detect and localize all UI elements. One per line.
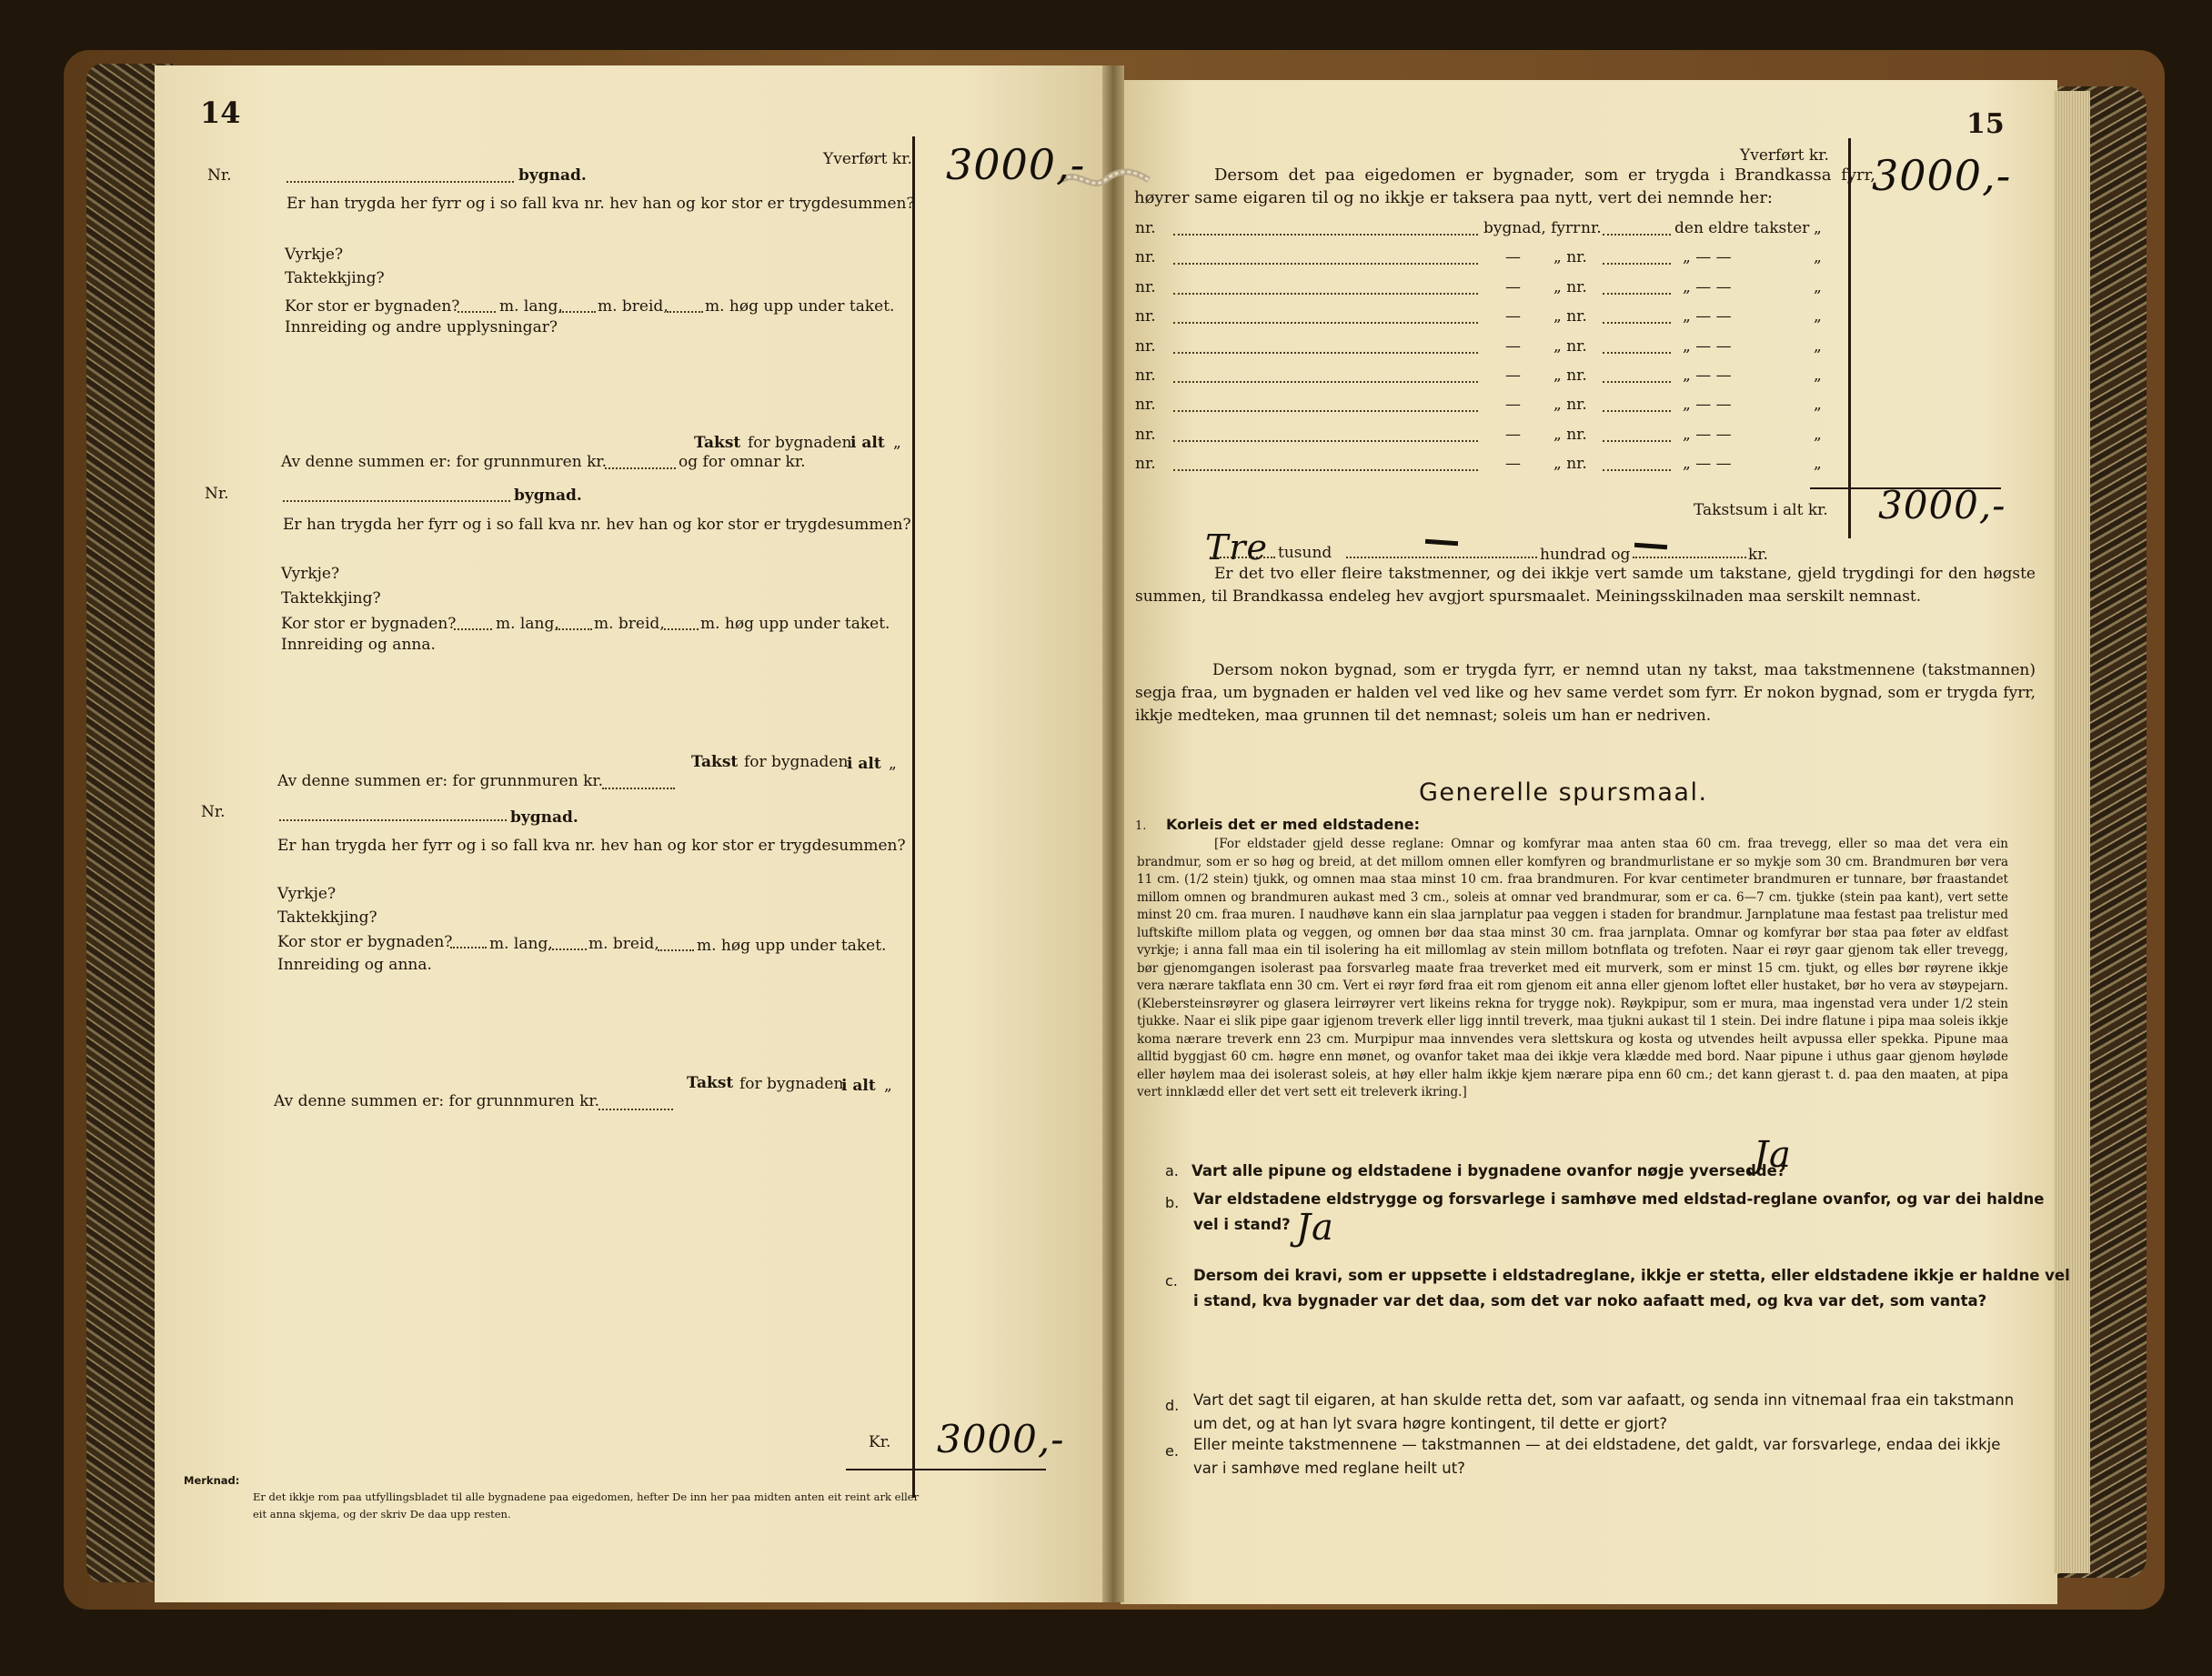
row-eldre-takst-label: „ — — (1683, 396, 1732, 414)
takstsum-label: Takstsum i alt kr. (1694, 501, 1828, 519)
qb-letter: b. (1165, 1194, 1180, 1211)
size-breid: m. breid, (594, 615, 665, 633)
row-ditto-mark: „ (1814, 337, 1822, 356)
row-eldre-takst-label: „ — — (1683, 366, 1732, 385)
size-breid: m. breid, (598, 297, 669, 316)
ditto-mark: „ (884, 1077, 892, 1095)
bygnad-field[interactable] (283, 500, 510, 502)
row-fyrr-nr-field[interactable] (1603, 234, 1671, 236)
kr-field[interactable] (1633, 557, 1746, 558)
qd-letter: d. (1165, 1397, 1180, 1414)
width-field[interactable] (559, 311, 596, 313)
takstsum-value: 3000,- (1878, 483, 2006, 527)
dersom-paragraph: Dersom nokon bygnad, som er trygda fyrr, er nemnd utan ny takst, maa takstmennene (takstmannen) segja fraa, um bygnaden er halden vel ved like og hev same verdet som fyrr. Er nokon bygnad, som er trygda fyrr, ikkje medteken, maa grunnen til det nemnast; soleis um han er nedriven. (1135, 661, 2036, 725)
row-nr-field[interactable] (1173, 263, 1478, 265)
row-nr-label: nr. (1135, 278, 1156, 296)
q1-regulation-text: [For eldstader gjeld desse reglane: Omnar og komfyrar maa anten staa 60 cm. fraa trevegg, eller so maa det vera ein brandmur, som er so høg og breid, at det millom omnen eller komfyren og brandmurlistane er so mykje som 30 cm. Brandmuren bør vera 11 cm. (1/2 stein) tjukk, og omnen maa staa minst 10 cm. fraa brandmuren. For kvar centimeter brandmuren er tunnare, bør fraastandet millom omnen og brandmuren aukast med 3 cm., soleis at omnar ved brandmurar, som er ca. 6—7 cm. tjukke (stein paa kant), vert sette minst 20 cm. fraa muren. I naudhøve kann ein slaa jarnplatur paa veggen i staden for brandmur. Jarnplatune maa festast paa trelistur med luftskifte millom plata og veggen, og omnen bør daa staa minst 30 cm. fraa jarnplata. Omnar og komfyrar bør staa paa føter av eldfast vyrkje; i anna fall maa ein til isolering ha eit millomlag av stein millom botnflata og trefoten. Naar ei røyr gaar gjenom tak eller trevegg, bør gjenomgangen isolerast paa forsvarleg maate fraa treverket med eit murverk, som er minst 15 cm. tjukt, og elles bør røyrene ikkje vera nærare takflata enn 30 cm. Vert ei røyr førd fraa eit rom gjenom eit anna eller gjenom loftet eller hustaket, bør ho vera av støypejarn. (Klebersteinsrøyrer og glasera leirrøyrer vert likeins rekna for trygge nok). Røykpipur, som er mura, maa ingenstad vera under 1/2 stein tjukke. Naar ei slik pipe gaar igjenom treverk eller ligg inntil treverk, maa tjukni aukast til 1 stein. Dei indre flatune i pipa maa soleis ikkje koma nærare treverk enn 23 cm. Murpipur maa innvendes vera slettskura og kosta og utvendes heilt avpussa eller spekka. Pipune maa alltid byggjast 60 cm. høgre enn mønet, og ovanfor taket maa dei ikkje vera klædde med bord. Naar pipune i uthus gaar gjenom høyløde eller høylem maa dei isolerast soleis, at høy eller halm ikkje kjem nærare pipa enn 60 cm.; det kann gjerast t. d. paa den maaten, at pipa vert innklædd eller det vert sett eit treleverk ikring.] (1137, 837, 2008, 1099)
row-ditto-mark: „ (1814, 219, 1822, 237)
row-nr-label: nr. (1135, 396, 1156, 414)
kr-value-left: 3000,- (937, 1417, 1065, 1461)
size-lang: m. lang, (496, 615, 559, 633)
page-number-right: 15 (1966, 108, 2005, 140)
nr-label: Nr. (207, 166, 232, 185)
qe-letter: e. (1165, 1442, 1179, 1460)
amount-column-rule-right (1848, 138, 1851, 538)
section-title: Generelle spursmaal. (1419, 778, 1708, 807)
row-bygnad-label: — (1505, 455, 1521, 473)
row-fyrr-nr-field[interactable] (1603, 293, 1671, 295)
width-field[interactable] (548, 948, 587, 950)
amount-column-rule (912, 136, 915, 1498)
qa-letter: a. (1165, 1162, 1179, 1179)
summen-label: Av denne summen er: for grunnmuren kr. (281, 453, 608, 471)
yverfort-label-right: Yverført kr. (1740, 146, 1829, 165)
row-eldre-takst-label: „ — — (1683, 455, 1732, 473)
left-page (155, 65, 1105, 1602)
taktekkjing-label: Taktekkjing? (277, 908, 377, 927)
size-lang: m. lang, (489, 935, 553, 953)
row-nr-field[interactable] (1173, 440, 1478, 442)
qd-text-2: um det, og at han lyt svara høgre kontingent, til dette er gjort? (1193, 1415, 1668, 1432)
takst-label: Takst (694, 434, 741, 452)
row-bygnad-label: — (1505, 248, 1521, 266)
size-hog: m. høg upp under taket. (700, 615, 890, 633)
vyrkje-label: Vyrkje? (285, 246, 344, 264)
omnar-label: og for omnar kr. (679, 453, 806, 471)
size-question: Kor stor er bygnaden? (281, 615, 457, 633)
row-fyrr-nr-label: „ nr. (1553, 366, 1587, 385)
row-nr-label: nr. (1135, 248, 1156, 266)
row-fyrr-nr-label: „ nr. (1553, 455, 1587, 473)
row-eldre-takst-label: „ — — (1683, 337, 1732, 356)
row-eldre-takst-label: den eldre takster (1674, 219, 1810, 237)
grunnmuren-field[interactable] (605, 467, 676, 469)
row-eldre-takst-label: „ — — (1683, 426, 1732, 444)
bygnad-label: bygnad. (510, 808, 578, 827)
takstmenn-paragraph: Er det tvo eller fleire takstmenner, og dei ikkje vert samde um takstane, gjeld trygdingi for den høgste summen, til Brandkassa endeleg hev avgjort spursmaalet. Meiningsskilnaden maa serskilt nemnast. (1135, 565, 2036, 606)
row-bygnad-label: — (1505, 426, 1521, 444)
vyrkje-label: Vyrkje? (277, 885, 337, 903)
row-ditto-mark: „ (1814, 278, 1822, 296)
vyrkje-label: Vyrkje? (281, 565, 340, 583)
yverfort-value-right: 3000,- (1872, 151, 2012, 200)
row-nr-label: nr. (1135, 426, 1156, 444)
row-ditto-mark: „ (1814, 426, 1822, 444)
bygnad-label: bygnad. (518, 166, 587, 185)
length-field[interactable] (454, 628, 492, 630)
row-fyrr-nr-label: „ nr. (1553, 278, 1587, 296)
qe-text-1: Eller meinte takstmennene — takstmannen — at dei eldstadene, det galdt, var forsvarlege, endaa dei ikkje (1193, 1436, 2001, 1453)
row-fyrr-nr-field[interactable] (1603, 352, 1671, 354)
row-nr-label: nr. (1135, 219, 1156, 237)
qa-answer: Ja (1754, 1134, 1792, 1176)
qb-answer: Ja (1296, 1207, 1334, 1249)
row-nr-field[interactable] (1173, 293, 1478, 295)
summen-label: Av denne summen er: for grunnmuren kr. (277, 772, 604, 790)
taktekkjing-label: Taktekkjing? (281, 589, 381, 607)
kr-label-left: Kr. (869, 1433, 891, 1451)
row-fyrr-nr-field[interactable] (1603, 322, 1671, 324)
trygda-question: Er han trygda her fyrr og i so fall kva nr. hev han og kor stor er trygdesummen? (287, 195, 915, 213)
height-field[interactable] (658, 949, 694, 951)
takst-for-bygnaden: for bygnaden (744, 753, 849, 771)
grunnmuren-field[interactable] (598, 1109, 673, 1110)
row-fyrr-nr-label: „ nr. (1553, 307, 1587, 326)
row-eldre-takst-label: „ — — (1683, 248, 1732, 266)
size-breid: m. breid, (588, 935, 659, 953)
nr-label: Nr. (201, 803, 226, 821)
total-rule-left (846, 1469, 1046, 1470)
hundrad-field[interactable] (1346, 557, 1537, 558)
row-fyrr-nr-field[interactable] (1603, 469, 1671, 471)
row-fyrr-nr-label: „ nr. (1553, 426, 1587, 444)
row-nr-field[interactable] (1173, 469, 1478, 471)
row-ditto-mark: „ (1814, 307, 1822, 326)
takst-i-alt: i alt (850, 434, 885, 452)
intro-line-2: høyrer same eigaren til og no ikkje er taksera paa nytt, vert dei nemnde her: (1134, 188, 1773, 207)
q1-number: 1. (1135, 819, 1147, 833)
nr-label: Nr. (205, 485, 229, 503)
size-hog: m. høg upp under taket. (705, 297, 895, 316)
row-nr-label: nr. (1135, 307, 1156, 326)
row-nr-field[interactable] (1173, 234, 1478, 236)
row-bygnad-label: — (1505, 396, 1521, 414)
kr-label-right: kr. (1748, 546, 1768, 564)
row-eldre-takst-label: „ — — (1683, 307, 1732, 326)
row-bygnad-label: — (1505, 278, 1521, 296)
row-bygnad-label: — (1505, 307, 1521, 326)
row-fyrr-nr-label: „ nr. (1553, 396, 1587, 414)
row-fyrr-nr-field[interactable] (1603, 440, 1671, 442)
takst-for-bygnaden: for bygnaden (748, 434, 852, 452)
row-nr-field[interactable] (1173, 352, 1478, 354)
merknad-label: Merknad: (184, 1474, 240, 1487)
length-field[interactable] (450, 947, 487, 948)
takst-label: Takst (691, 753, 739, 771)
bygnad-field[interactable] (287, 181, 514, 183)
page-edges (2054, 91, 2090, 1573)
takst-i-alt: i alt (841, 1077, 876, 1095)
tusund-hand: Tre (1205, 527, 1268, 567)
qc-letter: c. (1165, 1272, 1178, 1290)
row-fyrr-nr-field[interactable] (1603, 381, 1671, 383)
row-nr-field[interactable] (1173, 381, 1478, 383)
size-question: Kor stor er bygnaden? (277, 933, 453, 951)
qe-text-2: var i samhøve med reglane heilt ut? (1193, 1460, 1465, 1477)
taktekkjing-label: Taktekkjing? (285, 269, 385, 287)
ditto-mark: „ (893, 434, 901, 452)
height-field[interactable] (667, 311, 703, 313)
yverfort-value-left: 3000,- (946, 140, 1086, 189)
hundrad-label: hundrad og (1540, 546, 1631, 564)
innreiding-label: Innreiding og andre upplysningar? (285, 318, 558, 336)
length-field[interactable] (457, 311, 496, 313)
trygda-question: Er han trygda her fyrr og i so fall kva nr. hev han og kor stor er trygdesummen? (277, 837, 906, 855)
row-eldre-takst-label: „ — — (1683, 278, 1732, 296)
qa-text: Vart alle pipune og eldstadene i bygnadene ovanfor nøgje yversedde? (1191, 1162, 1786, 1179)
row-nr-label: nr. (1135, 337, 1156, 356)
row-ditto-mark: „ (1814, 366, 1822, 385)
row-fyrr-nr-field[interactable] (1603, 263, 1671, 265)
ditto-mark: „ (889, 755, 897, 773)
merknad-text-1: Er det ikkje rom paa utfyllingsbladet til alle bygnadene paa eigedomen, hefter De inn her paa midten anten eit reint ark eller (253, 1490, 920, 1503)
row-bygnad-label: bygnad, fyrr (1483, 219, 1581, 237)
takst-i-alt: i alt (847, 755, 881, 773)
row-bygnad-label: — (1505, 366, 1521, 385)
innreiding-label: Innreiding og anna. (277, 956, 432, 974)
row-ditto-mark: „ (1814, 248, 1822, 266)
trygda-question: Er han trygda her fyrr og i so fall kva nr. hev han og kor stor er trygdesummen? (283, 516, 911, 534)
grunnmuren-field[interactable] (602, 788, 675, 789)
qd-text-1: Vart det sagt til eigaren, at han skulde retta det, som var aafaatt, og senda inn vitnemaal fraa ein takstmann (1193, 1391, 2015, 1409)
yverfort-label-left: Yverført kr. (823, 150, 912, 168)
row-nr-label: nr. (1135, 366, 1156, 385)
page-number-left: 14 (200, 95, 241, 130)
row-ditto-mark: „ (1814, 396, 1822, 414)
bygnad-field[interactable] (279, 819, 507, 821)
takst-for-bygnaden: for bygnaden (739, 1075, 844, 1093)
row-ditto-mark: „ (1814, 455, 1822, 473)
size-lang: m. lang, (499, 297, 563, 316)
tusund-label: tusund (1278, 544, 1332, 562)
row-fyrr-nr-label: „ nr. (1553, 248, 1587, 266)
merknad-text-2: eit anna skjema, og der skriv De daa upp resten. (253, 1508, 511, 1520)
row-fyrr-nr-label: nr. (1581, 219, 1602, 237)
takst-label: Takst (687, 1074, 734, 1092)
binding-gutter (1102, 65, 1124, 1602)
row-fyrr-nr-label: „ nr. (1553, 337, 1587, 356)
size-hog: m. høg upp under taket. (697, 937, 887, 955)
qc-text-2: i stand, kva bygnader var det daa, som det var noko aafaatt med, og kva var det, som vanta? (1193, 1292, 1987, 1310)
intro-line-1: Dersom det paa eigedomen er bygnader, som er trygda i Brandkassa fyrr, (1214, 166, 1875, 185)
row-fyrr-nr-field[interactable] (1603, 410, 1671, 412)
row-nr-field[interactable] (1173, 410, 1478, 412)
row-nr-label: nr. (1135, 455, 1156, 473)
height-field[interactable] (664, 628, 699, 630)
q1-title: Korleis det er med eldstadene: (1166, 816, 1420, 833)
qc-text-1: Dersom dei kravi, som er uppsette i eldstadreglane, ikkje er stetta, eller eldstadene ikkje er haldne vel (1193, 1267, 2070, 1284)
qb-text-1: Var eldstadene eldstrygge og forsvarlege i samhøve med eldstad-reglane ovanfor, og var dei haldne (1193, 1190, 2045, 1208)
row-nr-field[interactable] (1173, 322, 1478, 324)
innreiding-label: Innreiding og anna. (281, 636, 436, 654)
bygnad-label: bygnad. (514, 487, 582, 505)
row-bygnad-label: — (1505, 337, 1521, 356)
size-question: Kor stor er bygnaden? (285, 297, 460, 316)
width-field[interactable] (556, 628, 592, 630)
tusund-field[interactable] (1210, 557, 1275, 558)
qb-text-2: vel i stand? (1193, 1216, 1291, 1233)
summen-label: Av denne summen er: for grunnmuren kr. (274, 1092, 600, 1110)
